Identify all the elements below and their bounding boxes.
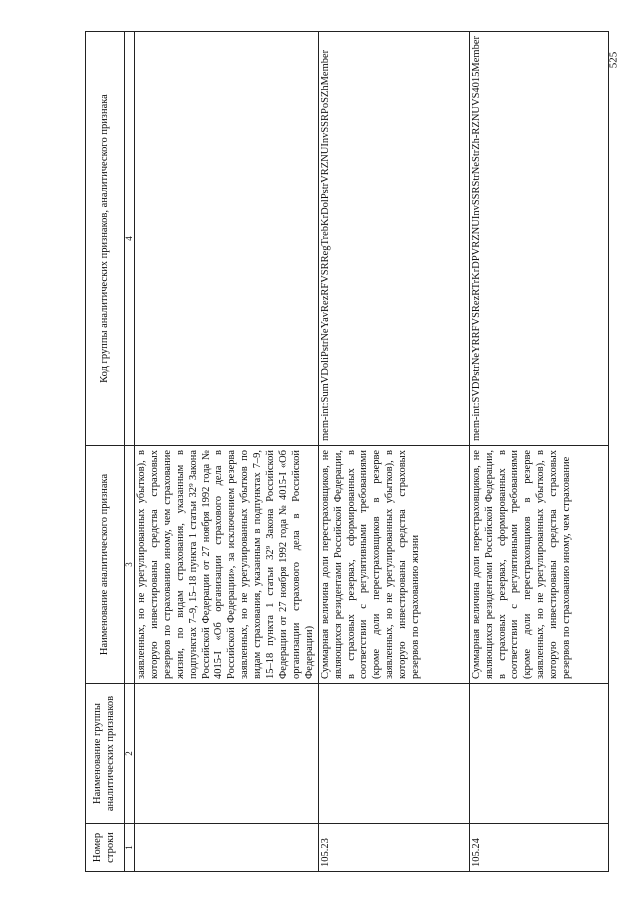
row-group-name xyxy=(135,684,319,824)
column-number-row xyxy=(125,32,135,872)
row-code: mem-int:SVDPstrNeYRRFVSRezRTrKrDPVRZNUInvSSRStrNeStrZh-RZNUVS4015Member xyxy=(469,32,608,446)
header-code: Код группы аналитических признаков, аналитического признака xyxy=(86,32,125,446)
header-feature-name: Наименование аналитического признака xyxy=(86,446,125,684)
row-number: 105.24 xyxy=(469,824,608,872)
header-group-name: Наименование группы аналитических признаков xyxy=(86,684,125,824)
analytic-features-table xyxy=(85,31,609,872)
row-code xyxy=(135,32,319,446)
row-description xyxy=(469,446,608,684)
row-group-name xyxy=(318,684,469,824)
row-description: заявленных, но не урегулированных убытков), в которую инвестированы средства страховых резервов по страхованию иному, чем страхование жизни, по видам страхования, указанным в подпунктах 7–9, 15–18 пункта 1 статьи 32⁹ Закона Российской Федерации от 27 ноября 1992 года № 4015-I «Об организации страхового дела в Российской Федерации», за исключением резерва заявленных, но не урегулированных убытков по видам страхования, указанным в подпунктах 7–9, 15–18 пункта 1 статьи 32⁹ Закона Российской Федерации от 27 ноября 1992 года № 4015-I «Об организации страхового дела в Российской Федерации) xyxy=(135,446,319,684)
table-row xyxy=(469,32,608,872)
row-description-text: Суммарная величина доли перестраховщиков, не являющихся резидентами Российской Федерации, в страховых резервах, сформированных в соответствии с регулятивными требованиями (кроме доли перестраховщиков в резерве заявленных, но не урегулированных убытков), в которую инвестированы средства страховых резервов по страхованию иному, чем страхование xyxy=(470,450,573,679)
header-row-number: Номер строки xyxy=(86,824,125,872)
table-header-row xyxy=(86,32,125,872)
table-row xyxy=(135,32,319,872)
row-code: mem-int:SumVDoliPstrNeYavRezRFVSRRegTrebKrDolPstrVRZNUInvSSRPoSZhMember xyxy=(318,32,469,446)
column-number: 2 xyxy=(125,684,135,824)
column-number: 4 xyxy=(125,32,135,446)
column-number: 3 xyxy=(125,446,135,684)
page-number: 525 xyxy=(607,51,619,69)
row-description: Суммарная величина доли перестраховщиков, не являющихся резидентами Российской Федерации, в страховых резервах, сформированных в соответствии с регулятивными требованиями (кроме доли перестраховщиков в резерве заявленных, но не урегулированных убытков), в которую инвестированы средства страховых резервов по страхованию жизни xyxy=(318,446,469,684)
column-number: 1 xyxy=(125,824,135,872)
rotated-table-wrapper xyxy=(85,32,600,872)
row-number: 105.23 xyxy=(318,824,469,872)
table-row xyxy=(318,32,469,872)
row-number xyxy=(135,824,319,872)
row-group-name xyxy=(469,684,608,824)
